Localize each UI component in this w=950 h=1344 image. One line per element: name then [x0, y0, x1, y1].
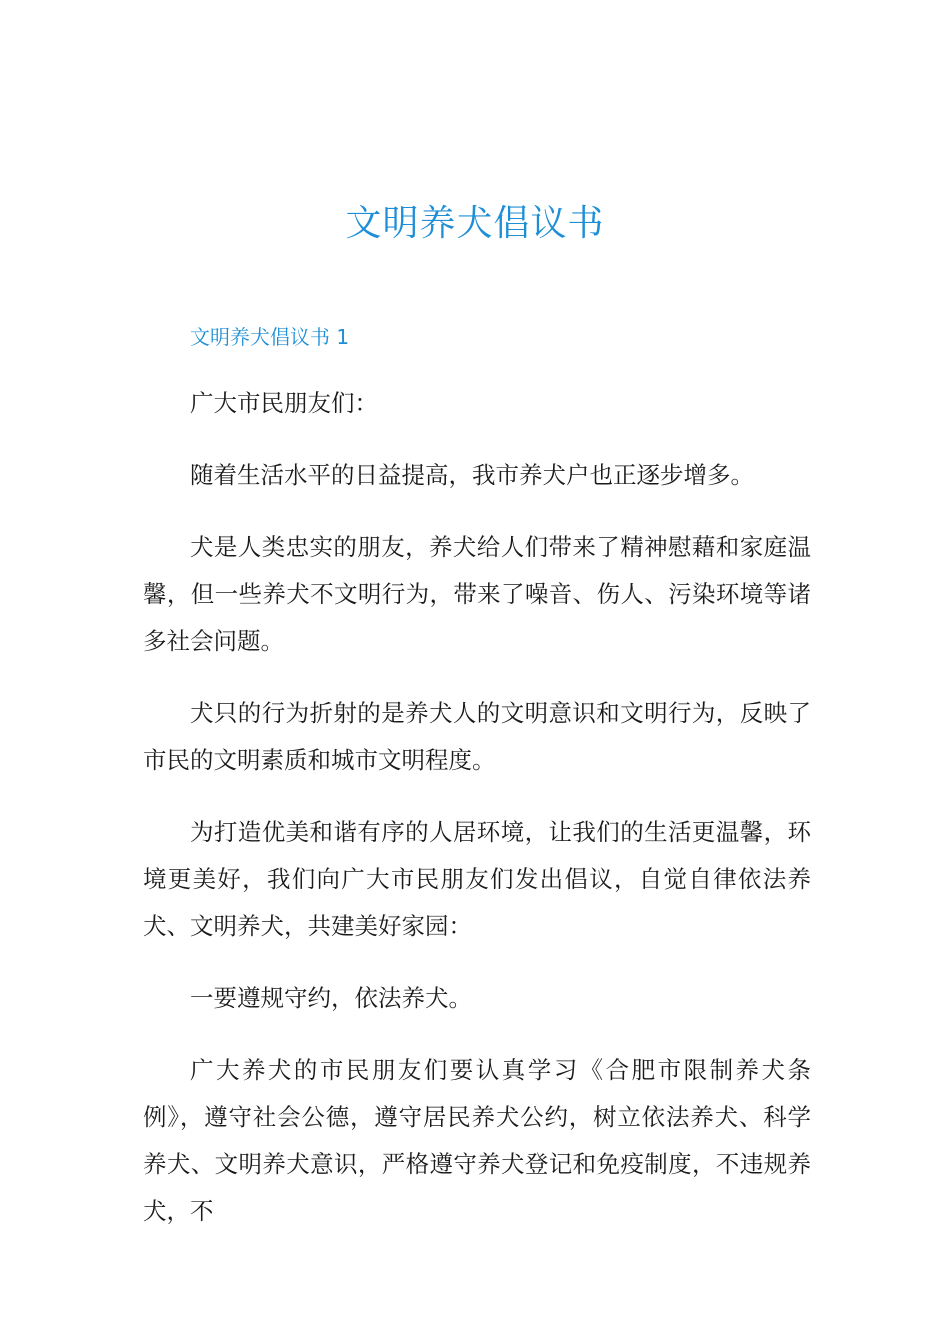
paragraph: 为打造优美和谐有序的人居环境，让我们的生活更温馨，环境更美好，我们向广大市民朋友们发出倡议，自觉自律依法养犬、文明养犬，共建美好家园：	[143, 818, 811, 940]
paragraph: 随着生活水平的日益提高，我市养犬户也正逐步增多。	[190, 461, 754, 489]
paragraph-salutation: 广大市民朋友们：	[190, 389, 378, 417]
document-body	[143, 380, 811, 1260]
paragraph: 犬是人类忠实的朋友，养犬给人们带来了精神慰藉和家庭温馨，但一些养犬不文明行为，带来了噪音、伤人、污染环境等诸多社会问题。	[143, 533, 811, 655]
section-heading: 文明养犬倡议书 1	[190, 325, 350, 349]
paragraph: 一要遵规守约，依法养犬。	[190, 984, 472, 1012]
paragraph: 犬只的行为折射的是养犬人的文明意识和文明行为，反映了市民的文明素质和城市文明程度。	[143, 699, 811, 774]
page-title: 文明养犬倡议书	[345, 203, 605, 244]
paragraph: 广大养犬的市民朋友们要认真学习《合肥市限制养犬条例》，遵守社会公德，遵守居民养犬公约，树立依法养犬、科学养犬、文明养犬意识，严格遵守养犬登记和免疫制度，不违规养犬，不	[143, 1056, 811, 1225]
